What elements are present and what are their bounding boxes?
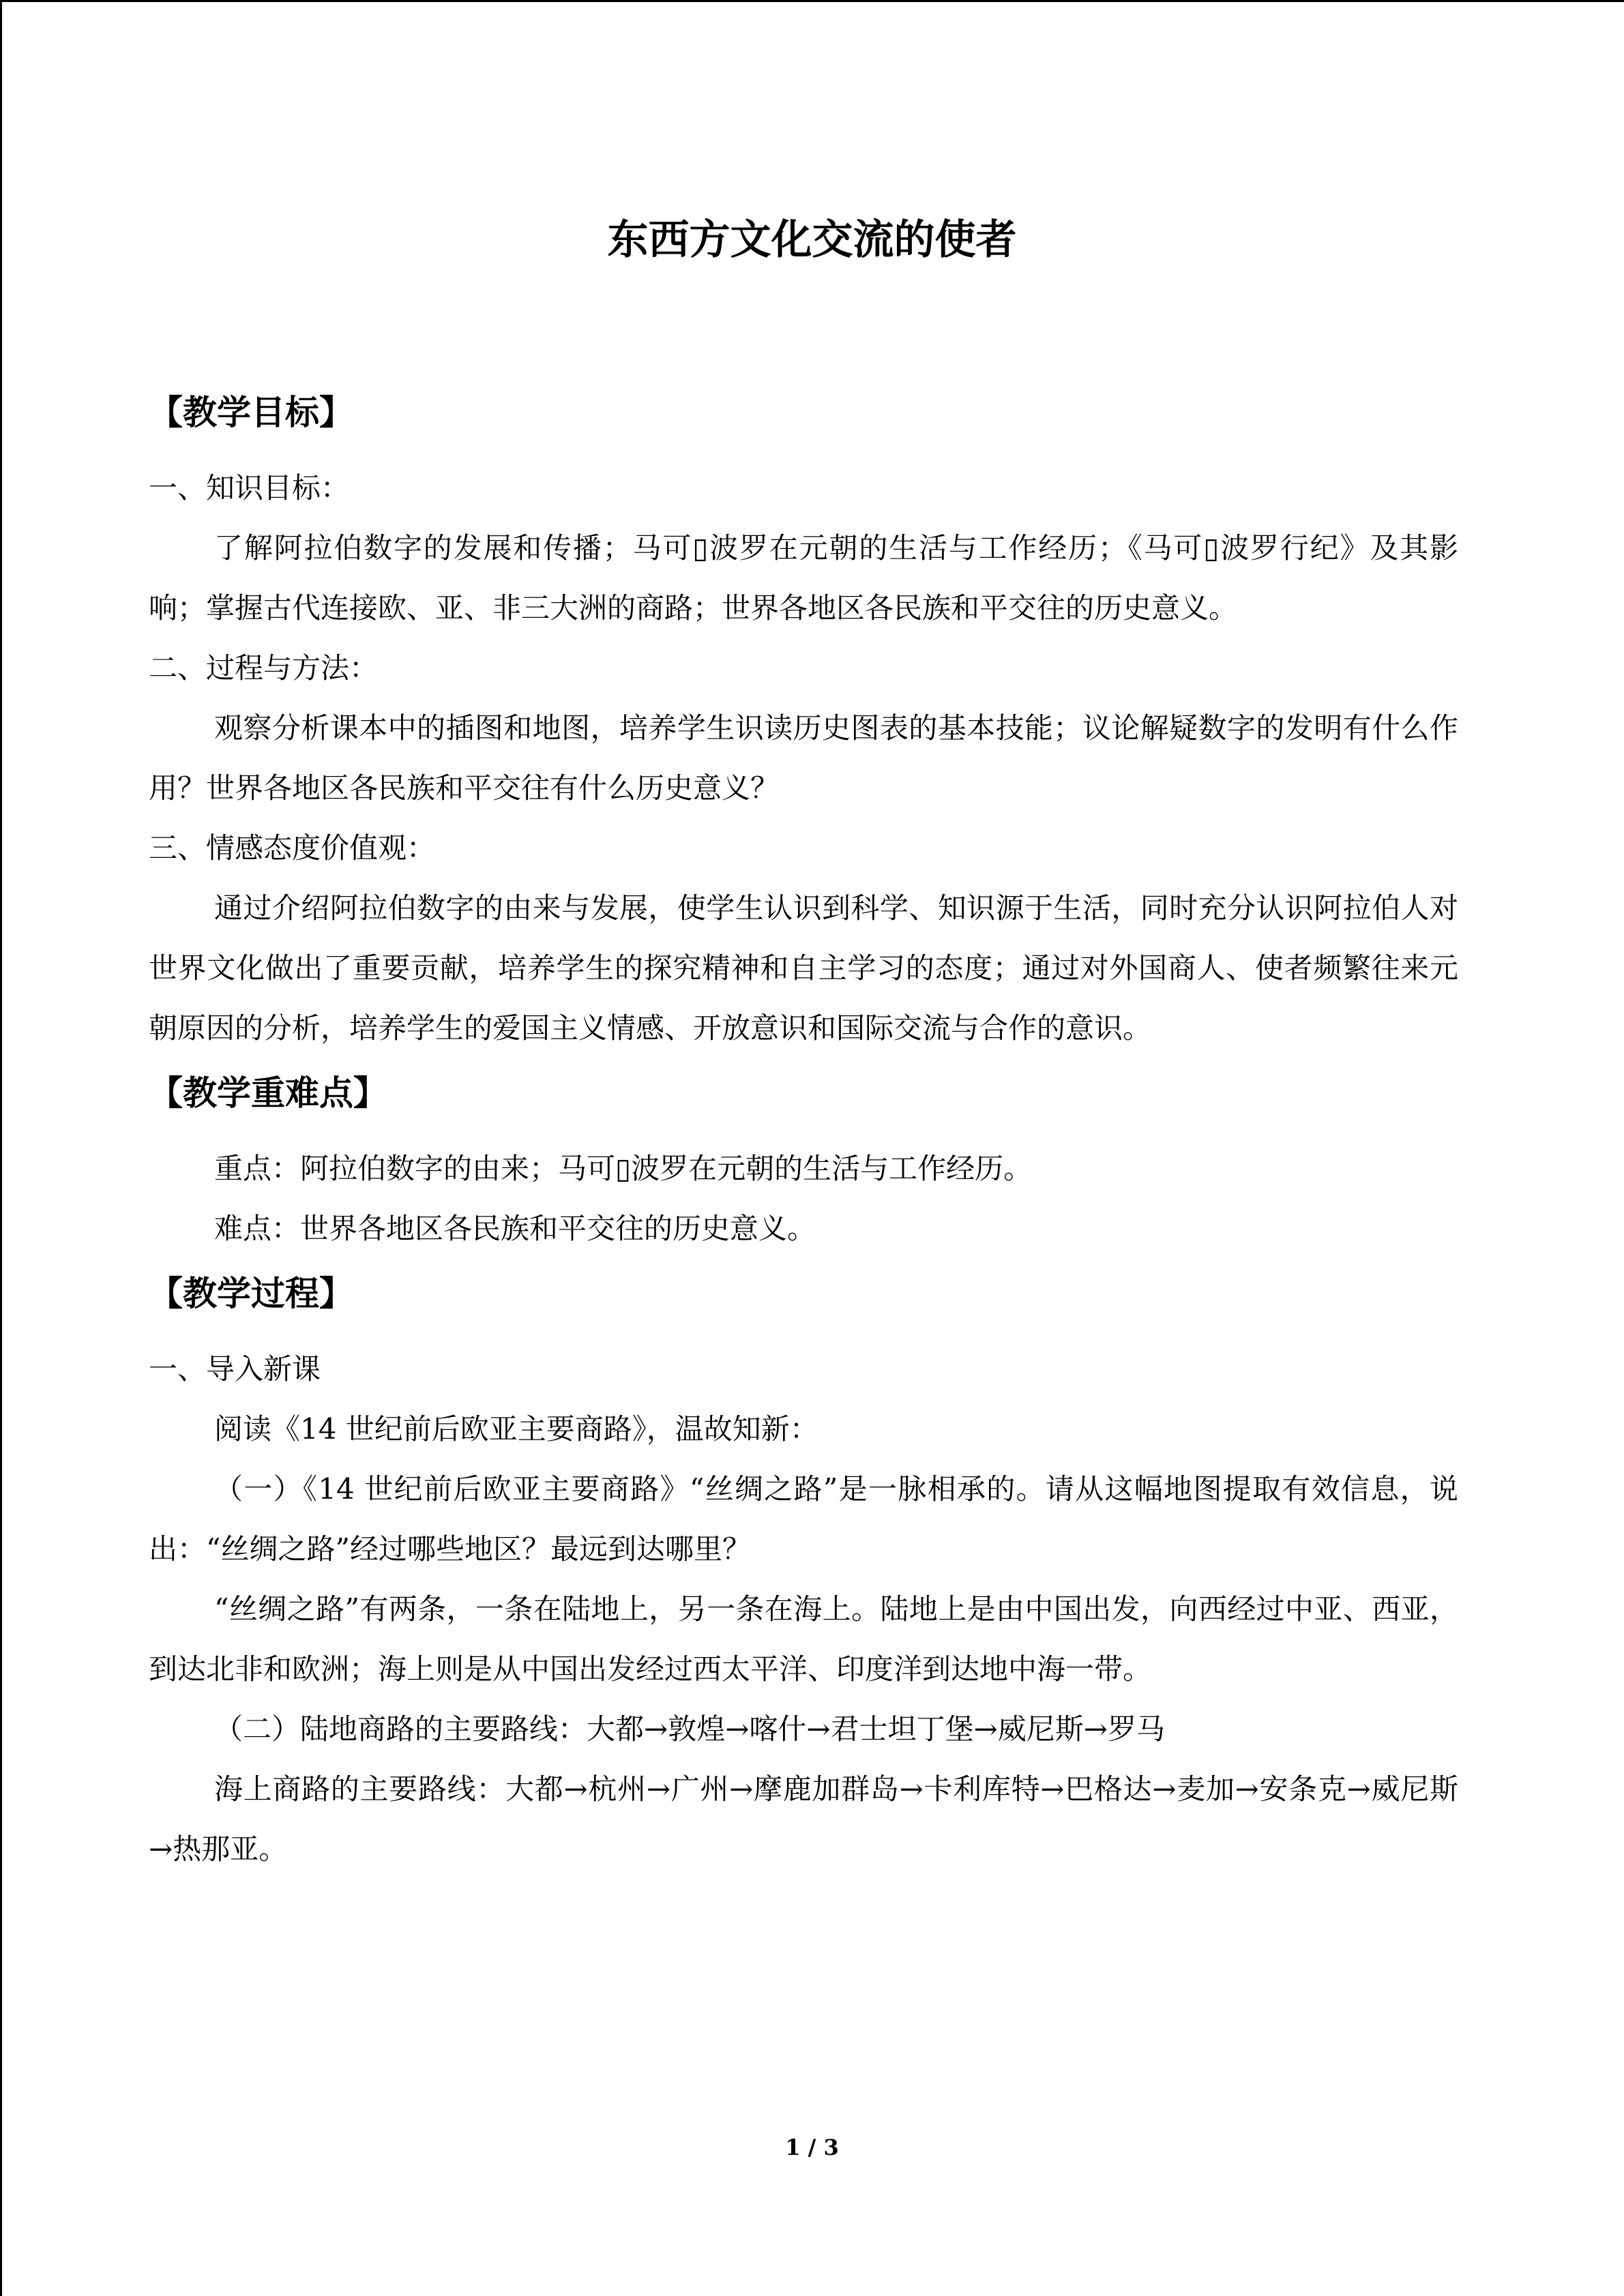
key-point-text: 重点：阿拉伯数字的由来；马可▯波罗在元朝的生活与工作经历。 (214, 1152, 1033, 1185)
question-one: （一）《14 世纪前后欧亚主要商路》“丝绸之路”是一脉相承的。请从这幅地图提取有效信息，说出：“丝绸之路”经过哪些地区？最远到达哪里？ (149, 1472, 1458, 1566)
intro-label: 一、导入新课 (149, 1352, 321, 1386)
section-heading-goals: 【教学目标】 (149, 393, 353, 432)
answer-one: “丝绸之路”有两条，一条在陆地上，另一条在海上。陆地上是由中国出发，向西经过中亚、西亚，到达北非和欧洲；海上则是从中国出发经过西太平洋、印度洋到达地中海一带。 (149, 1592, 1458, 1686)
read-line: 阅读《14 世纪前后欧亚主要商路》，温故知新： (214, 1412, 818, 1446)
emotion-values-label: 三、情感态度价值观： (149, 831, 436, 865)
page-number: 1 / 3 (785, 2134, 839, 2160)
sea-route-text: 海上商路的主要路线：大都→杭州→广州→摩鹿加群岛→卡利库特→巴格达→麦加→安条克→威尼斯→热那亚。 (149, 1772, 1458, 1866)
section-heading-process: 【教学过程】 (149, 1274, 353, 1313)
process-method-text: 观察分析课本中的插图和地图，培养学生识读历史图表的基本技能；议论解疑数字的发明有什么作用？世界各地区各民族和平交往有什么历史意义？ (149, 711, 1458, 805)
document-body (149, 382, 1458, 1879)
emotion-values-text: 通过介绍阿拉伯数字的由来与发展，使学生认识到科学、知识源于生活，同时充分认识阿拉伯人对世界文化做出了重要贡献，培养学生的探究精神和自主学习的态度；通过对外国商人、使者频繁往来元朝原因的分析，培养学生的爱国主义情感、开放意识和国际交流与合作的意识。 (149, 891, 1458, 1045)
process-method-label: 二、过程与方法： (149, 651, 379, 685)
document-title: 东西方文化交流的使者 (607, 216, 1017, 264)
land-route-text: （二）陆地商路的主要路线：大都→敦煌→喀什→君士坦丁堡→威尼斯→罗马 (214, 1712, 1165, 1746)
difficult-point-text: 难点：世界各地区各民族和平交往的历史意义。 (214, 1212, 816, 1245)
section-heading-key-points: 【教学重难点】 (149, 1073, 387, 1113)
knowledge-goal-label: 一、知识目标： (149, 471, 350, 505)
knowledge-goal-text: 了解阿拉伯数字的发展和传播；马可▯波罗在元朝的生活与工作经历；《马可▯波罗行纪》及其影响；掌握古代连接欧、亚、非三大洲的商路；世界各地区各民族和平交往的历史意义。 (149, 531, 1458, 625)
